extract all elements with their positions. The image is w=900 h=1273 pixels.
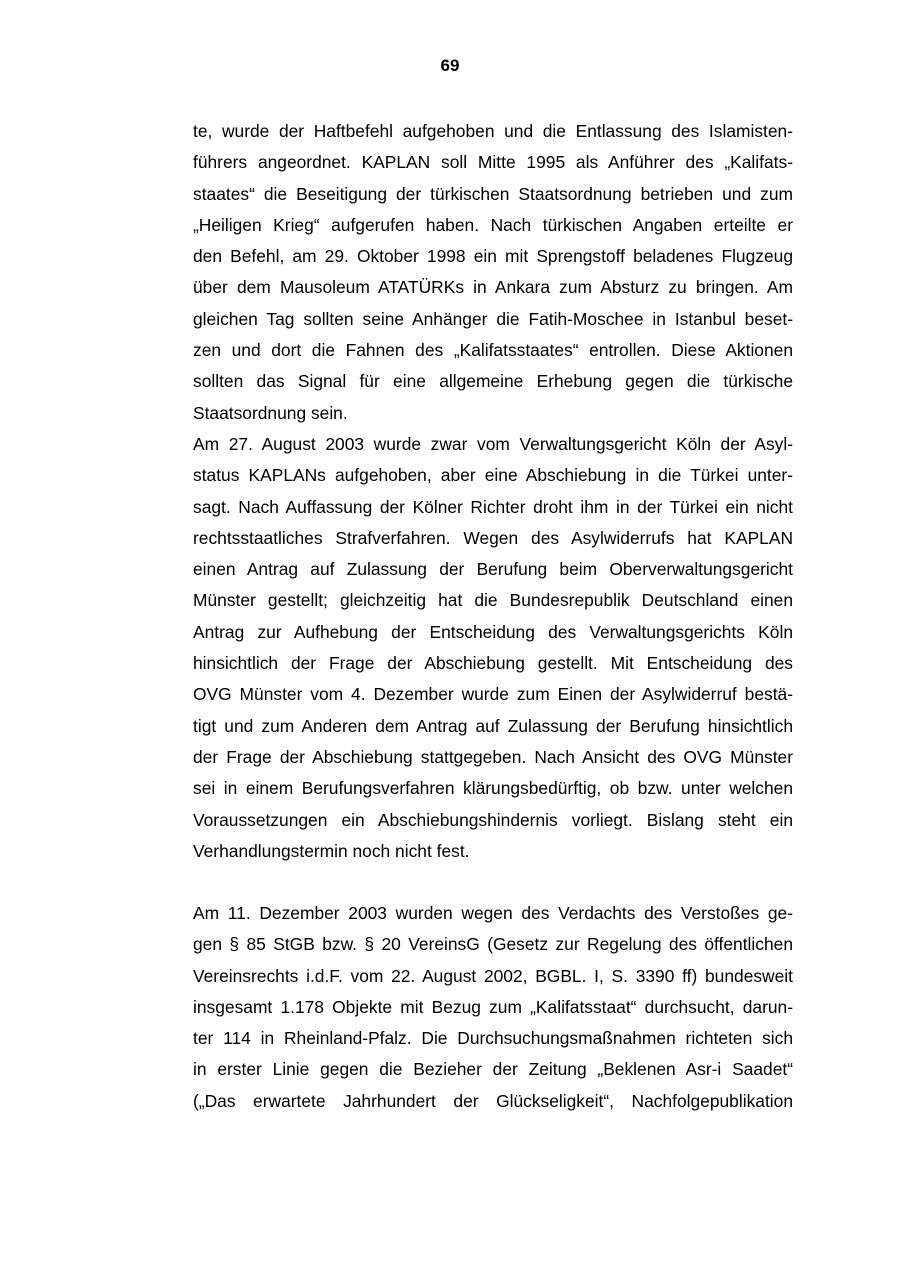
body-paragraph-1 [193,116,793,867]
text-line: rechtsstaatliches Strafverfahren. Wegen des Asylwiderrufs hat KAPLAN [193,527,793,548]
text-line: sagt. Nach Auffassung der Kölner Richter droht ihm in der Türkei ein nicht [193,496,793,517]
text-line: insgesamt 1.178 Objekte mit Bezug zum „Kalifatsstaat“ durchsucht, darun- [193,996,793,1017]
body-paragraph-2 [193,898,793,1117]
text-line: OVG Münster vom 4. Dezember wurde zum Einen der Asylwiderruf bestä- [193,684,793,705]
text-line: einen Antrag auf Zulassung der Berufung beim Oberverwaltungsgericht [193,559,793,580]
text-line: gen § 85 StGB bzw. § 20 VereinsG (Gesetz zur Regelung des öffentlichen [193,934,793,955]
text-line: den Befehl, am 29. Oktober 1998 ein mit Sprengstoff beladenes Flugzeug [193,246,793,267]
text-line: sollten das Signal für eine allgemeine Erhebung gegen die türkische [193,371,793,392]
text-line: Am 11. Dezember 2003 wurden wegen des Verdachts des Verstoßes ge- [193,903,793,923]
text-line: Münster gestellt; gleichzeitig hat die Bundesrepublik Deutschland einen [193,590,793,611]
text-line: staates“ die Beseitigung der türkischen Staatsordnung betrieben und zum [193,183,793,204]
text-line: Voraussetzungen ein Abschiebungshindernis vorliegt. Bislang steht ein [193,809,793,830]
text-line: führers angeordnet. KAPLAN soll Mitte 1995 als Anführer des „Kalifats- [193,152,793,173]
text-line: tigt und zum Anderen dem Antrag auf Zulassung der Berufung hinsichtlich [193,715,793,736]
text-line: status KAPLANs aufgehoben, aber eine Abschiebung in die Türkei unter- [193,465,793,486]
text-line: gleichen Tag sollten seine Anhänger die Fatih-Moschee in Istanbul beset- [193,308,793,329]
text-line: Staatsordnung sein. [193,402,348,423]
text-line: sei in einem Berufungsverfahren klärungsbedürftig, ob bzw. unter welchen [193,778,793,799]
text-line: „Heiligen Krieg“ aufgerufen haben. Nach türkischen Angaben erteilte er [193,214,793,235]
text-line: Am 27. August 2003 wurde zwar vom Verwaltungsgericht Köln der Asyl- [193,433,793,454]
text-line: Verhandlungstermin noch nicht fest. [193,840,470,861]
text-line: hinsichtlich der Frage der Abschiebung gestellt. Mit Entscheidung des [193,653,793,674]
text-line: Antrag zur Aufhebung der Entscheidung des Verwaltungsgerichts Köln [193,621,793,642]
text-line: der Frage der Abschiebung stattgegeben. Nach Ansicht des OVG Münster [193,746,793,767]
text-line: Vereinsrechts i.d.F. vom 22. August 2002, BGBL. I, S. 3390 ff) bundesweit [193,965,793,986]
text-line: in erster Linie gegen die Bezieher der Zeitung „Beklenen Asr-i Saadet“ [193,1059,793,1080]
text-line: („Das erwartete Jahrhundert der Glückseligkeit“, Nachfolgepublikation [193,1090,793,1111]
text-line: ter 114 in Rheinland-Pfalz. Die Durchsuchungsmaßnahmen richteten sich [193,1028,793,1049]
text-line: zen und dort die Fahnen des „Kalifatsstaates“ entrollen. Diese Aktionen [193,340,793,361]
text-line: über dem Mausoleum ATATÜRKs in Ankara zum Absturz zu bringen. Am [193,277,793,298]
text-line: te, wurde der Haftbefehl aufgehoben und die Entlassung des Islamisten- [193,121,793,141]
page-number: 69 [440,56,460,75]
